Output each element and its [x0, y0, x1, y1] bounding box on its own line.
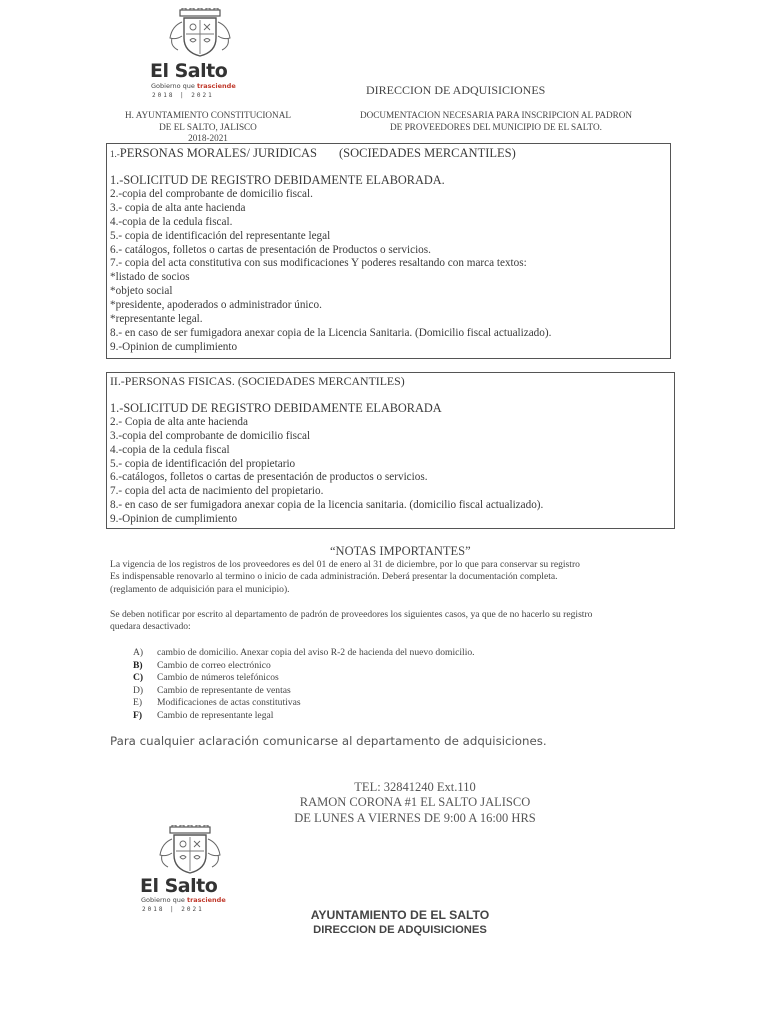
list-item: 9.-Opinion de cumplimiento	[110, 340, 238, 353]
logo-name: El Salto	[140, 875, 218, 897]
list-item: 4.-copia de la cedula fiscal	[110, 443, 230, 456]
footer-dept: DIRECCION DE ADQUISICIONES	[313, 924, 487, 936]
logo-tagline: Gobierno que trasciende	[141, 896, 226, 904]
list-item: 8.- en caso de ser fumigadora anexar copia de la Licencia Sanitaria. (Domicilio fiscal actualizado).	[110, 326, 552, 339]
list-item: 3.- copia de alta ante hacienda	[110, 201, 246, 214]
list-item: 3.-copia del comprobante de domicilio fiscal	[110, 429, 311, 442]
notes-title: “NOTAS IMPORTANTES”	[330, 544, 471, 558]
list-item: 2.-copia del comprobante de domicilio fiscal.	[110, 187, 313, 200]
list-item: 7.- copia del acta constitutiva con sus modificaciones Y poderes resaltando con marca textos:	[110, 257, 527, 270]
page-title: DIRECCION DE ADQUISICIONES	[366, 83, 546, 97]
section-morales	[106, 143, 671, 359]
footer-org: AYUNTAMIENTO DE EL SALTO	[310, 908, 490, 922]
logo-tagline: Gobierno que trasciende	[151, 82, 236, 90]
notes-paragraph-notify: Se deben notificar por escrito al departamento de padrón de proveedores los siguientes casos, ya que de no hacerlo su registro quedara desactivado:	[110, 609, 593, 633]
notify-cases-list	[133, 647, 475, 723]
list-item: 6.- catálogos, folletos o cartas de presentación de Productos o servicios.	[110, 243, 431, 256]
list-item: F) Cambio de representante legal	[133, 709, 274, 721]
list-item: *presidente, apoderados o administrador único.	[110, 299, 322, 312]
list-item: A) cambio de domicilio. Anexar copia del aviso R-2 de hacienda del nuevo domicilio.	[133, 647, 475, 658]
list-item: C) Cambio de números telefónicos	[133, 672, 279, 684]
clarification-text: Para cualquier aclaración comunicarse al departamento de adquisiciones.	[110, 734, 547, 748]
list-item: 2.- Copia de alta ante hacienda	[110, 415, 248, 428]
section-heading: II.-PERSONAS FISICAS. (SOCIEDADES MERCANTILES)	[110, 374, 405, 388]
list-item: B) Cambio de correo electrónico	[133, 659, 271, 671]
header-left-block: H. AYUNTAMIENTO CONSTITUCIONAL DE EL SALTO, JALISCO 2018-2021	[125, 110, 291, 143]
contact-hours: DE LUNES A VIERNES DE 9:00 A 16:00 HRS	[294, 810, 536, 825]
logo-name: El Salto	[150, 60, 228, 82]
list-item: *listado de socios	[110, 271, 190, 284]
header-right-block: DOCUMENTACION NECESARIA PARA INSCRIPCION AL PADRON DE PROVEEDORES DEL MUNICIPIO DE EL SALTO.	[359, 110, 633, 132]
list-item: 6.-catálogos, folletos o cartas de presentación de productos o servicios.	[110, 471, 428, 484]
list-item: 5.- copia de identificación del propietario	[110, 457, 296, 470]
section-fisicas	[106, 372, 675, 529]
list-item: 7.- copia del acta de nacimiento del propietario.	[110, 485, 324, 498]
section-heading: 1.-PERSONAS MORALES/ JURIDICAS (SOCIEDADES MERCANTILES)	[110, 146, 516, 160]
list-item: 5.- copia de identificación del representante legal	[110, 229, 331, 242]
contact-phone: TEL: 32841240 Ext.110	[354, 780, 476, 794]
contact-address: RAMON CORONA #1 EL SALTO JALISCO	[299, 795, 531, 810]
logo-years: 2018 | 2021	[152, 92, 214, 99]
contact-block	[230, 780, 600, 826]
coat-of-arms-icon	[150, 825, 230, 877]
coat-of-arms-icon	[160, 8, 240, 60]
list-item: *objeto social	[110, 285, 173, 298]
notes-paragraph-validity: La vigencia de los registros de los proveedores es del 01 de enero al 31 de diciembre, por lo que para conservar su registro Es indispensable renovarlo al termino o inicio de cada administración. Deberá presentar la documentación completa. (reglamento de adquisición para el municipio).	[110, 559, 580, 595]
list-item: D) Cambio de representante de ventas	[133, 684, 291, 696]
logo-years: 2018 | 2021	[142, 906, 204, 913]
list-item: *representante legal.	[110, 313, 203, 326]
list-item: 4.-copia de la cedula fiscal.	[110, 215, 233, 228]
list-item: E) Modificaciones de actas constitutivas	[133, 697, 301, 709]
logo-top	[150, 8, 250, 98]
list-item: 1.-SOLICITUD DE REGISTRO DEBIDAMENTE ELABORADA.	[110, 173, 445, 187]
list-item: 9.-Opinion de cumplimiento	[110, 513, 238, 526]
logo-bottom	[140, 825, 240, 915]
list-item: 8.- en caso de ser fumigadora anexar copia de la licencia sanitaria. (domicilio fiscal actualizado).	[110, 499, 544, 512]
list-item: 1.-SOLICITUD DE REGISTRO DEBIDAMENTE ELABORADA	[110, 400, 442, 415]
